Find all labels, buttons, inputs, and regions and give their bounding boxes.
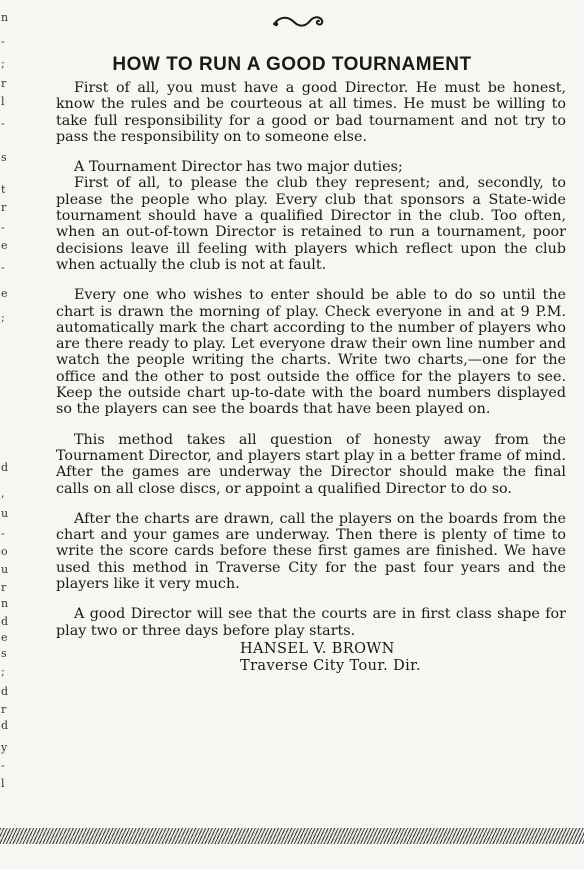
- article-paragraph: Every one who wishes to enter should be able to do so until the chart is drawn the morning of play. Check everyone in and at 9 P.M. automatically mark the chart according to the number of players who are there ready to play. Let everyone draw their own line number and watch the people writing the charts. Write two charts,—one for the office and the other to post outside the office for the players to see. Keep the outside chart up-to-date with the board numbers displayed so the players can see the boards that have been played on.: [56, 287, 566, 418]
- author-title: Traverse City Tour. Dir.: [240, 657, 421, 674]
- gutter-char: r: [1, 581, 7, 594]
- gutter-char: u: [1, 563, 9, 576]
- gutter-char: t: [1, 183, 6, 196]
- gutter-char: -: [1, 221, 5, 234]
- gutter-char: -: [1, 35, 5, 48]
- gutter-char: -: [1, 117, 5, 130]
- gutter-char: n: [1, 597, 9, 610]
- gutter-char: -: [1, 527, 5, 540]
- previous-column-edge: [0, 0, 14, 800]
- gutter-char: e: [1, 287, 8, 300]
- article-title: HOW TO RUN A GOOD TOURNAMENT: [112, 54, 472, 75]
- article-paragraph: First of all, to please the club they represent; and, secondly, to please the people who play. Every club that sponsors a State-wide tournament should have a qualified Director in the club. Too often, when an out-of-town Director is retained to run a tournament, poor decisions leave ill feeling with players which reflect upon the club when actually the club is not at fault.: [56, 175, 566, 273]
- article-paragraph: First of all, you must have a good Director. He must be honest, know the rules and be courteous at all times. He must be willing to take full responsibility for a good or bad tournament and not try to pass the responsibility on to someone else.: [56, 80, 566, 145]
- gutter-char: l: [1, 95, 5, 108]
- signature-block: [240, 641, 566, 675]
- gutter-char: o: [1, 545, 8, 558]
- gutter-char: ;: [1, 57, 5, 70]
- article-paragraph: This method takes all question of honesty away from the Tournament Director, and players start play in a better frame of mind. After the games are underway the Director should make the final calls on all close discs, or appoint a qualified Director to do so.: [56, 431, 566, 497]
- gutter-char: ;: [1, 311, 5, 324]
- gutter-char: ,: [1, 487, 5, 500]
- article-paragraph: After the charts are drawn, call the players on the boards from the chart and your games are underway. Then there is plenty of time to write the score cards before these first games are finished. We have used this method in Traverse City for the past four years and the players like it very much.: [56, 510, 566, 593]
- gutter-char: r: [1, 77, 7, 90]
- decorative-border: [0, 828, 584, 844]
- gutter-char: u: [1, 507, 9, 520]
- gutter-char: -: [1, 759, 5, 772]
- gutter-char: -: [1, 261, 5, 274]
- article-body: [56, 80, 566, 675]
- gutter-char: ;: [1, 665, 5, 678]
- gutter-char: y: [1, 741, 8, 754]
- gutter-char: l: [1, 777, 5, 790]
- gutter-char: d: [1, 461, 9, 474]
- gutter-char: r: [1, 201, 7, 214]
- gutter-char: d: [1, 685, 9, 698]
- gutter-char: r: [1, 703, 7, 716]
- article-paragraph: A good Director will see that the courts are in first class shape for play two or three days before play starts.: [56, 606, 566, 639]
- article-paragraph: A Tournament Director has two major duties;: [74, 159, 403, 176]
- gutter-char: e: [1, 239, 8, 252]
- gutter-char: s: [1, 647, 7, 660]
- gutter-char: s: [1, 151, 7, 164]
- gutter-char: d: [1, 615, 9, 628]
- gutter-char: e: [1, 631, 8, 644]
- author-name: HANSEL V. BROWN: [240, 640, 395, 657]
- scroll-ornament-icon: [272, 12, 326, 32]
- gutter-char: n: [1, 11, 9, 24]
- gutter-char: d: [1, 719, 9, 732]
